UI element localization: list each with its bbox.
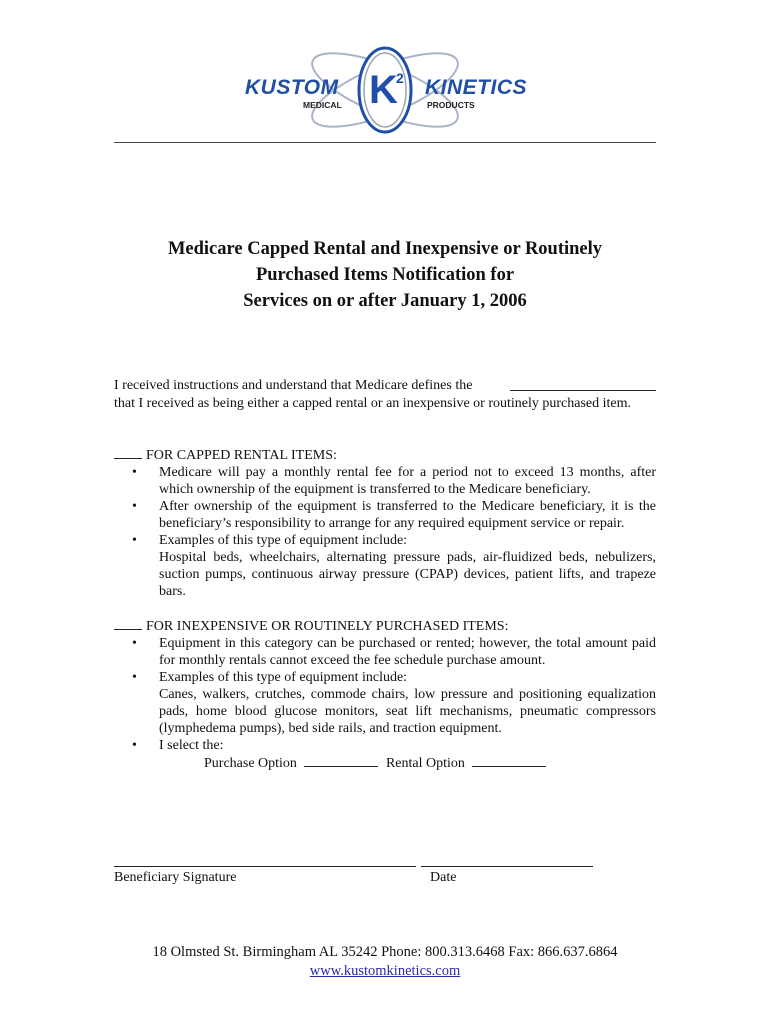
inexpensive-heading: FOR INEXPENSIVE OR ROUTINELY PURCHASED ITEMS:	[146, 619, 509, 634]
signature-label: Beneficiary Signature	[114, 870, 237, 885]
capped-examples: Hospital beds, wheelchairs, alternating pressure pads, air-fluidized beds, nebulizers, suction pumps, continuous airway pressure (CPAP) devices, patient lifts, and trapeze bars.	[159, 550, 656, 599]
intro-line-1: I received instructions and understand that Medicare defines the	[114, 378, 473, 393]
logo-superscript: 2	[396, 70, 404, 86]
date-field[interactable]	[421, 866, 593, 867]
rental-option-label: Rental Option	[385, 756, 465, 771]
purchase-option-label: Purchase Option	[204, 756, 297, 771]
title-line-2: Purchased Items Notification for	[255, 265, 515, 285]
inexpensive-checkbox-line[interactable]	[114, 617, 142, 630]
list-item: • Medicare will pay a monthly rental fee for a period not to exceed 13 months, after which ownership of the equipment is transferred to the Medicare beneficiary.	[132, 465, 656, 497]
logo-word-left: KUSTOM	[245, 76, 339, 99]
inexpensive-bullet-1: Equipment in this category can be purchased or rented; however, the total amount paid for monthly rentals cannot exceed the fee schedule purchase amount.	[159, 636, 656, 668]
inexpensive-section	[114, 617, 656, 772]
capped-rental-section	[114, 446, 656, 600]
website-link[interactable]: www.kustomkinetics.com	[309, 963, 461, 979]
footer-address: 18 Olmsted St. Birmingham AL 35242 Phone: 800.313.6468 Fax: 866.637.6864	[152, 944, 618, 960]
rental-option-field[interactable]	[472, 754, 546, 767]
inexpensive-bullet-3: I select the:	[159, 738, 224, 753]
list-item: • Examples of this type of equipment include:	[114, 669, 656, 686]
list-item: • Examples of this type of equipment include:	[114, 532, 656, 549]
intro-paragraph	[114, 377, 656, 413]
option-selection-row	[114, 754, 656, 772]
list-item: • I select the:	[114, 737, 656, 754]
title-line-3: Services on or after January 1, 2006	[243, 291, 527, 311]
logo-sub-right: PRODUCTS	[427, 100, 475, 110]
header-divider	[114, 142, 656, 143]
inexpensive-bullet-2: Examples of this type of equipment include:	[159, 670, 408, 685]
capped-rental-checkbox-line[interactable]	[114, 446, 142, 459]
equipment-blank-field[interactable]	[510, 377, 656, 391]
capped-bullet-2: After ownership of the equipment is transferred to the Medicare beneficiary, it is the beneficiary’s responsibility to arrange for any required equipment service or repair.	[159, 499, 656, 531]
document-title	[100, 236, 670, 314]
capped-rental-heading: FOR CAPPED RENTAL ITEMS:	[146, 448, 337, 463]
logo-word-right: KINETICS	[425, 76, 528, 99]
logo-sub-left: MEDICAL	[303, 100, 342, 110]
title-line-1: Medicare Capped Rental and Inexpensive or Routinely	[167, 239, 603, 259]
capped-bullet-3: Examples of this type of equipment include:	[159, 533, 408, 548]
list-item: • Equipment in this category can be purchased or rented; however, the total amount paid for monthly rentals cannot exceed the fee schedule purchase amount.	[132, 636, 656, 668]
inexpensive-examples: Canes, walkers, crutches, commode chairs, low pressure and positioning equalization pads, home blood glucose monitors, seat lift mechanisms, pneumatic compressors (lymphedema pumps), bed side rails, and traction equipment.	[159, 687, 656, 736]
company-logo	[225, 40, 545, 140]
date-label: Date	[430, 870, 457, 885]
signature-field[interactable]	[114, 866, 416, 867]
capped-bullet-1: Medicare will pay a monthly rental fee for a period not to exceed 13 months, after which ownership of the equipment is transferred to the Medicare beneficiary.	[159, 465, 656, 497]
logo-letter: K	[369, 68, 398, 112]
list-item: • After ownership of the equipment is transferred to the Medicare beneficiary, it is the beneficiary’s responsibility to arrange for any required equipment service or repair.	[132, 499, 656, 531]
purchase-option-field[interactable]	[304, 754, 378, 767]
footer	[100, 943, 670, 981]
intro-line-2: that I received as being either a capped rental or an inexpensive or routinely purchased item.	[114, 396, 632, 411]
